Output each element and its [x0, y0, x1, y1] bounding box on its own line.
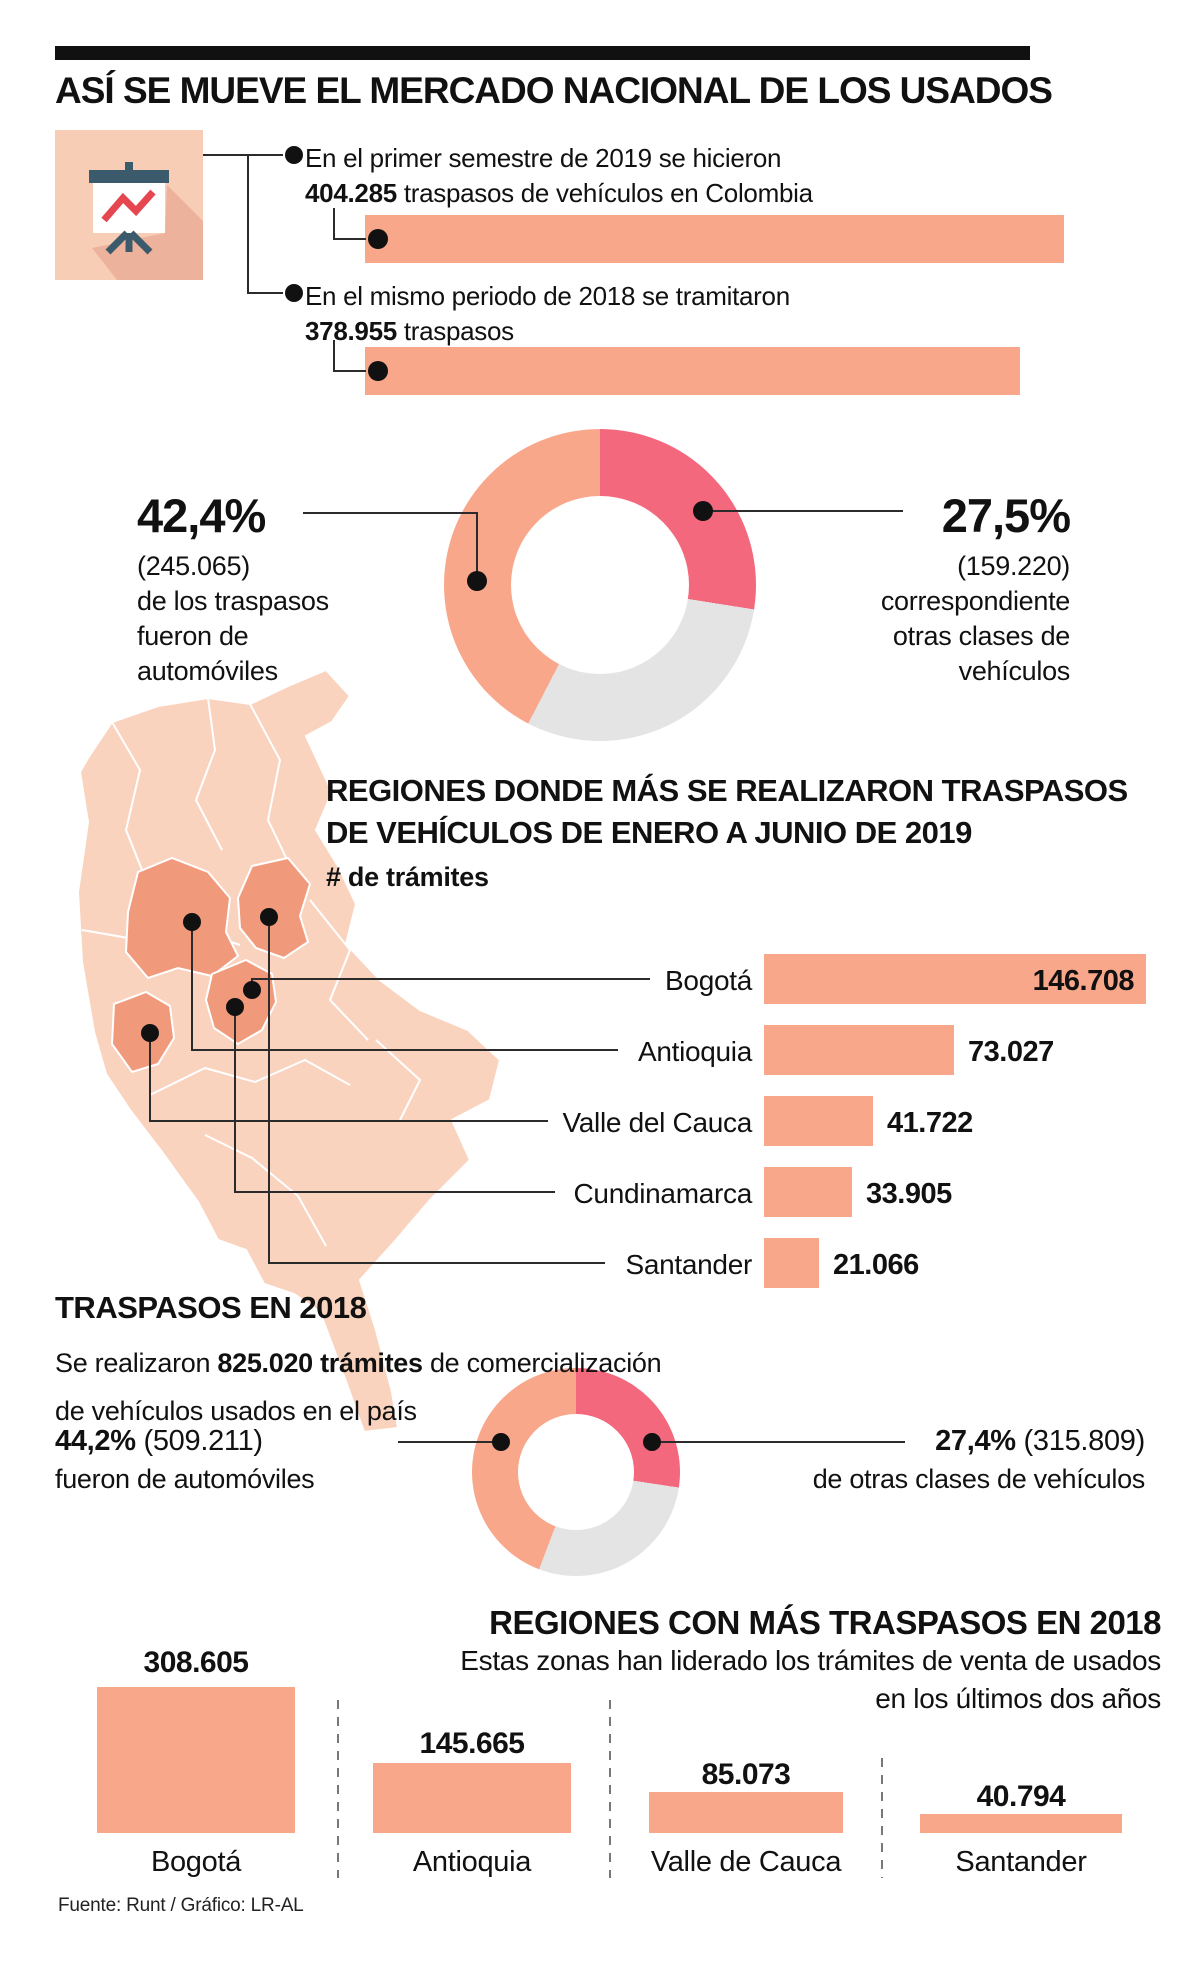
regions-2019-title-line2: DE VEHÍCULOS DE ENERO A JUNIO DE 2019	[326, 815, 972, 850]
map-dot-antioquia	[183, 913, 201, 931]
donut-2019-auto-line1: de los traspasos	[137, 586, 329, 616]
region-value-valle: 41.722	[887, 1107, 973, 1139]
donut-2019-auto-line3: automóviles	[137, 656, 278, 686]
donut-2018-auto-pct: 44,2%	[55, 1425, 136, 1457]
body-rest: de comercialización	[422, 1348, 662, 1378]
bullet-2018-rest: traspasos	[396, 316, 514, 346]
top-rule	[55, 46, 1030, 60]
donut-2019-auto-count: (245.065)	[137, 551, 250, 581]
donut-2019-other-line1: correspondiente	[880, 586, 1070, 616]
donut-2018-other-dot	[643, 1433, 661, 1451]
bullet-dot-2018	[285, 284, 303, 302]
donut-2018-auto-label	[55, 1425, 263, 1458]
donut-2018-other-label	[845, 1425, 1145, 1458]
bullet-2019-line1: En el primer semestre de 2019 se hicieron	[305, 143, 782, 173]
col-label-valle: Valle de Cauca	[650, 1846, 842, 1878]
value-2018: 378.955	[305, 316, 397, 346]
col-value-valle: 85.073	[701, 1758, 791, 1791]
bullet-2018-line1: En el mismo periodo de 2018 se tramitaron	[305, 281, 790, 311]
region-value-cundinamarca: 33.905	[866, 1178, 952, 1210]
donut-2019-auto-pct: 42,4%	[137, 489, 266, 542]
region-label-antioquia: Antioquia	[637, 1036, 752, 1067]
map-dot-bogota	[243, 981, 261, 999]
bullet-2018-line2	[305, 314, 514, 348]
donut-2019-other-line3: vehículos	[958, 656, 1070, 686]
region-value-bogota: 146.708	[1032, 965, 1134, 997]
bar-2018-dot	[368, 361, 388, 381]
traspasos-2018-body-line2: de vehículos usados en el país	[55, 1396, 417, 1426]
col-value-bogota: 308.605	[143, 1646, 249, 1679]
donut-2019-other-dot	[693, 501, 713, 521]
donut-2018-other-line2: de otras clases de vehículos	[812, 1464, 1145, 1494]
donut-2018-auto-count: (509.211)	[135, 1425, 263, 1457]
regions-2019-subtitle: # de trámites	[326, 862, 489, 892]
body-bold-value: 825.020 trámites	[217, 1348, 423, 1378]
col-label-bogota: Bogotá	[150, 1846, 242, 1878]
bar-2019-dot	[368, 229, 388, 249]
donut-2018-auto-line2: fueron de automóviles	[55, 1464, 315, 1494]
regions-2018-title: REGIONES CON MÁS TRASPASOS EN 2018	[489, 1604, 1161, 1641]
region-value-santander: 21.066	[833, 1249, 919, 1281]
donut-2018-auto-dot	[492, 1433, 510, 1451]
bullet-2019-line2	[305, 176, 813, 210]
source-credit: Fuente: Runt / Gráfico: LR-AL	[58, 1895, 304, 1916]
region-label-bogota: Bogotá	[665, 965, 752, 996]
regions-2018-subtitle-line1: Estas zonas han liderado los trámites de venta de usados	[460, 1645, 1161, 1676]
col-value-santander: 40.794	[976, 1780, 1066, 1813]
col-label-antioquia: Antioquia	[412, 1846, 532, 1878]
col-value-antioquia: 145.665	[419, 1727, 525, 1760]
value-2019: 404.285	[305, 178, 397, 208]
donut-2019-auto-dot	[467, 571, 487, 591]
donut-2018-other-pct: 27,4%	[935, 1425, 1016, 1457]
regions-2018-subtitle-line2: en los últimos dos años	[875, 1683, 1161, 1714]
page-title: ASÍ SE MUEVE EL MERCADO NACIONAL DE LOS USADOS	[55, 70, 1052, 111]
regions-2019-title-line1: REGIONES DONDE MÁS SE REALIZARON TRASPASOS	[326, 773, 1128, 808]
region-label-valle: Valle del Cauca	[562, 1107, 752, 1138]
map-dot-cundinamarca	[226, 998, 244, 1016]
bullet-dot-2019	[285, 146, 303, 164]
donut-2019-auto-line2: fueron de	[137, 621, 249, 651]
map-dot-santander	[260, 908, 278, 926]
donut-2019-other-line2: otras clases de	[892, 621, 1070, 651]
bullet-2019-rest: traspasos de vehículos en Colombia	[396, 178, 813, 208]
donut-2019-leaders	[303, 511, 903, 574]
donut-2019-other-count: (159.220)	[957, 551, 1070, 581]
col-label-santander: Santander	[955, 1846, 1087, 1878]
region-label-cundinamarca: Cundinamarca	[573, 1178, 752, 1209]
traspasos-2018-body-line1	[55, 1348, 661, 1379]
body-prefix: Se realizaron	[55, 1348, 218, 1378]
region-value-antioquia: 73.027	[968, 1036, 1054, 1068]
donut-2018-other-count: (315.809)	[1015, 1425, 1145, 1457]
donut-2019-other-pct: 27,5%	[941, 489, 1070, 542]
region-label-santander: Santander	[625, 1249, 752, 1280]
map-dot-valle	[141, 1024, 159, 1042]
traspasos-2018-title: TRASPASOS EN 2018	[55, 1290, 367, 1325]
